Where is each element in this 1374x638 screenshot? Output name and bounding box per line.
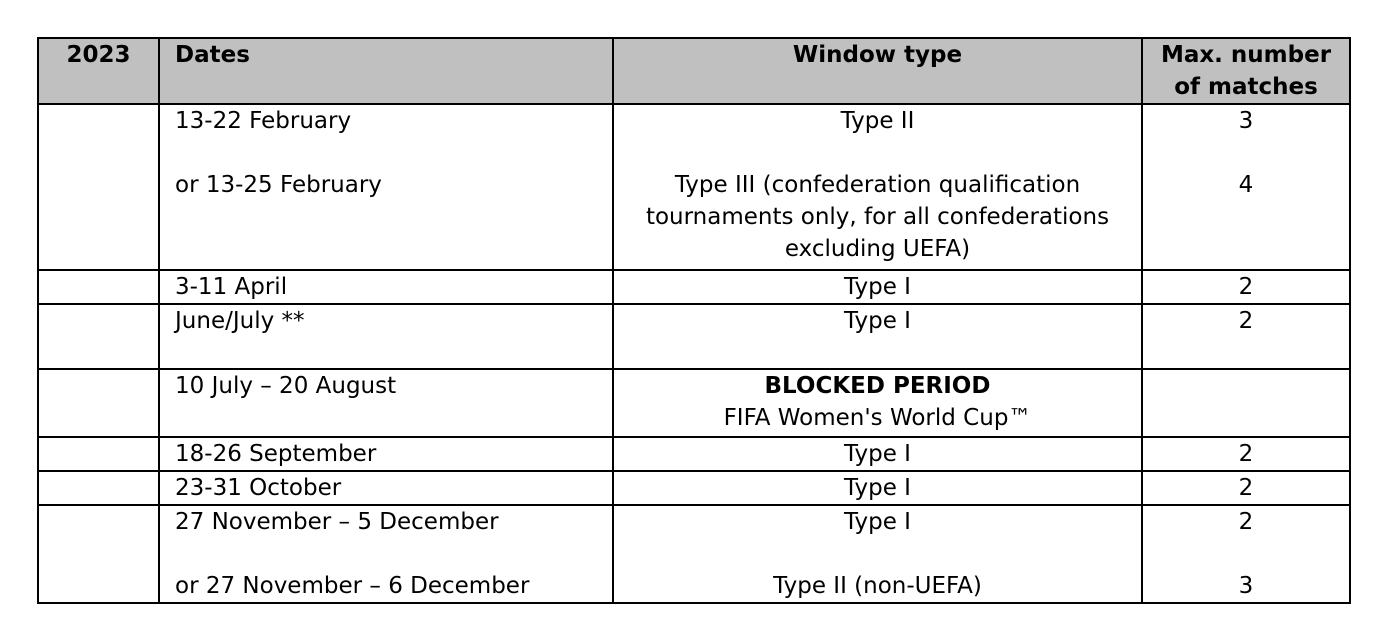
dates-text: or 13-25 February	[175, 172, 382, 198]
dates-cell	[159, 104, 613, 270]
max-matches-value: 2	[1238, 509, 1254, 535]
year-cell	[38, 437, 159, 471]
year-cell	[38, 104, 159, 270]
dates-cell	[159, 270, 613, 304]
table-row	[38, 471, 1350, 505]
dates-cell	[159, 369, 613, 437]
header-dates	[159, 38, 613, 104]
header-max-matches-line1: Max. number	[1160, 42, 1332, 68]
window-type-cell	[613, 437, 1142, 471]
dates-text: 18-26 September	[175, 441, 377, 467]
window-type-cell	[613, 104, 1142, 270]
dates-text: or 27 November – 6 December	[175, 573, 530, 599]
max-matches-value: 3	[1238, 573, 1254, 599]
window-type-cell	[613, 304, 1142, 369]
max-matches-value: 4	[1238, 172, 1254, 198]
dates-text: June/July **	[175, 308, 305, 334]
international-match-calendar-table	[37, 37, 1351, 604]
max-matches-value: 2	[1238, 441, 1254, 467]
dates-cell	[159, 505, 613, 603]
max-matches-cell	[1142, 104, 1350, 270]
window-type-cell	[613, 505, 1142, 603]
window-type-cell	[613, 270, 1142, 304]
year-cell	[38, 369, 159, 437]
dates-text: 10 July – 20 August	[175, 373, 397, 399]
window-type-text: excluding UEFA)	[784, 236, 971, 262]
dates-cell	[159, 471, 613, 505]
max-matches-cell	[1142, 369, 1350, 437]
max-matches-cell	[1142, 270, 1350, 304]
header-year	[38, 38, 159, 104]
table-row	[38, 104, 1350, 270]
window-type-text: Type II	[840, 108, 915, 134]
header-max-matches	[1142, 38, 1350, 104]
max-matches-value: 3	[1238, 108, 1254, 134]
dates-text: 27 November – 5 December	[175, 509, 499, 535]
window-type-text: Type II (non-UEFA)	[773, 573, 982, 599]
max-matches-cell	[1142, 505, 1350, 603]
window-type-cell	[613, 369, 1142, 437]
table-row	[38, 304, 1350, 369]
window-type-text: Type I	[844, 509, 911, 535]
year-cell	[38, 505, 159, 603]
year-cell	[38, 270, 159, 304]
year-cell	[38, 471, 159, 505]
blocked-period-label: BLOCKED PERIOD	[764, 373, 991, 399]
window-type-text: Type I	[844, 441, 911, 467]
header-window-type	[613, 38, 1142, 104]
header-dates-label: Dates	[175, 42, 250, 68]
header-window-type-label: Window type	[792, 42, 963, 68]
header-year-label: 2023	[66, 42, 131, 68]
table-header-row	[38, 38, 1350, 104]
max-matches-cell	[1142, 437, 1350, 471]
window-type-text: tournaments only, for all confederations	[645, 204, 1110, 230]
window-type-text: Type I	[844, 475, 911, 501]
window-type-text: Type I	[844, 274, 911, 300]
table-row	[38, 505, 1350, 603]
table-row	[38, 369, 1350, 437]
max-matches-cell	[1142, 471, 1350, 505]
window-type-text: Type III (confederation qualification	[674, 172, 1081, 198]
header-max-matches-line2: of matches	[1174, 74, 1318, 100]
table-row	[38, 270, 1350, 304]
max-matches-value: 2	[1238, 308, 1254, 334]
max-matches-value: 2	[1238, 475, 1254, 501]
window-type-cell	[613, 471, 1142, 505]
dates-text: 23-31 October	[175, 475, 342, 501]
year-cell	[38, 304, 159, 369]
max-matches-cell	[1142, 304, 1350, 369]
dates-cell	[159, 437, 613, 471]
dates-text: 13-22 February	[175, 108, 352, 134]
dates-text: 3-11 April	[175, 274, 288, 300]
table-row	[38, 437, 1350, 471]
dates-cell	[159, 304, 613, 369]
window-type-text: FIFA Women's World Cup™	[723, 405, 1032, 431]
max-matches-value: 2	[1238, 274, 1254, 300]
window-type-text: Type I	[844, 308, 911, 334]
